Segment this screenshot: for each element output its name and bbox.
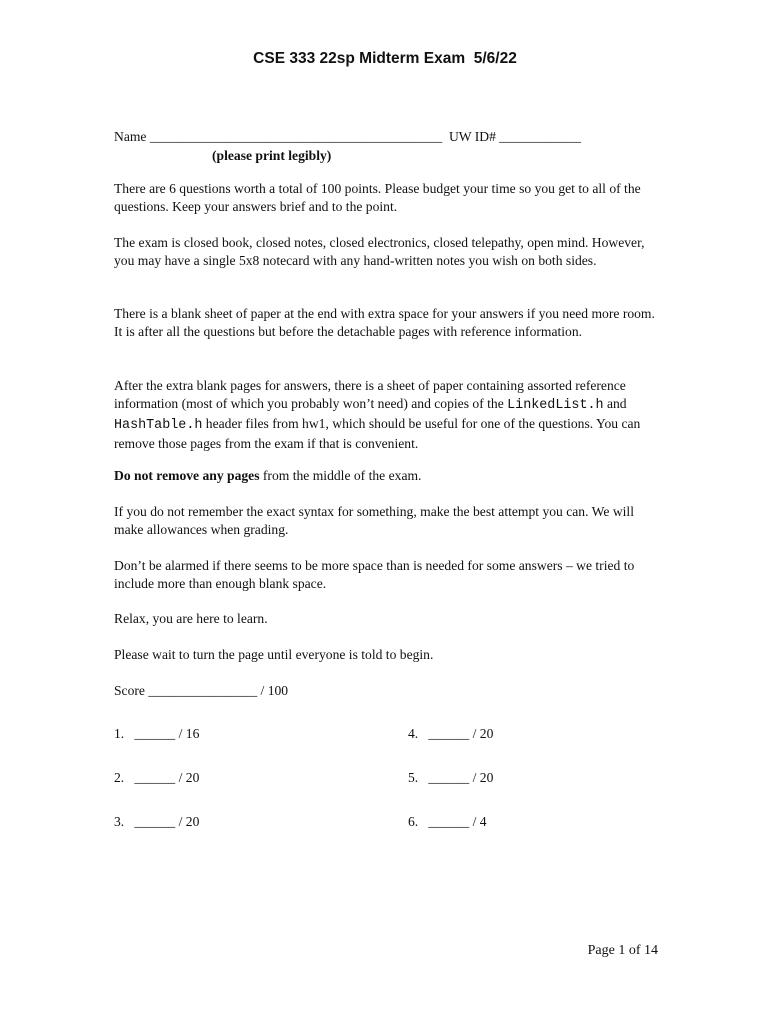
question-score-row	[114, 813, 199, 831]
question-score-field[interactable]: ______	[134, 814, 176, 829]
question-max-points: / 4	[472, 814, 487, 829]
question-number: 5.	[408, 770, 419, 785]
instructions-paragraph-7: Don’t be alarmed if there seems to be more space than is needed for some answers – we tried to include more than enough blank space.	[114, 558, 635, 591]
question-score-field[interactable]: ______	[428, 770, 470, 785]
question-number: 3.	[114, 814, 125, 829]
score-total: / 100	[260, 683, 289, 698]
question-score-field[interactable]: ______	[428, 814, 470, 829]
question-score-row	[114, 769, 199, 787]
name-line	[114, 128, 581, 146]
question-score-row	[408, 769, 493, 787]
question-score-field[interactable]: ______	[134, 770, 176, 785]
instructions-paragraph-2: The exam is closed book, closed notes, closed electronics, closed telepathy, open mind. However, you may have a single 5x8 notecard with any hand-written notes you wish on both sides.	[114, 235, 645, 268]
uwid-label: UW ID#	[448, 129, 496, 144]
name-field[interactable]: ___________________________________________	[149, 129, 443, 144]
score-field[interactable]: ________________	[148, 683, 258, 698]
question-max-points: / 20	[178, 770, 200, 785]
question-max-points: / 16	[178, 726, 200, 741]
question-score-field[interactable]: ______	[134, 726, 176, 741]
question-number: 6.	[408, 814, 419, 829]
question-max-points: / 20	[472, 770, 494, 785]
question-score-row	[408, 813, 487, 831]
exam-title: CSE 333 22sp Midterm Exam 5/6/22	[253, 50, 517, 67]
page-number: Page 1 of 14	[587, 943, 658, 958]
question-max-points: / 20	[472, 726, 494, 741]
question-number: 1.	[114, 726, 125, 741]
instructions-paragraph-1: There are 6 questions worth a total of 100 points. Please budget your time so you get to all of the questions. Keep your answers brief and to the point.	[114, 181, 641, 214]
name-label: Name	[114, 129, 147, 144]
score-line	[114, 682, 288, 700]
instructions-paragraph-9: Please wait to turn the page until everyone is told to begin.	[114, 647, 434, 662]
print-legibly-note: (please print legibly)	[212, 148, 332, 163]
question-number: 2.	[114, 770, 125, 785]
score-label: Score	[114, 683, 145, 698]
hashtable-header-code: HashTable.h	[114, 418, 203, 433]
p4-text-b: and	[603, 396, 627, 411]
do-not-remove-emphasis: Do not remove any pages	[114, 468, 260, 483]
uwid-field[interactable]: ____________	[499, 129, 581, 144]
p5-rest: from the middle of the exam.	[259, 468, 422, 483]
question-max-points: / 20	[178, 814, 200, 829]
question-number: 4.	[408, 726, 419, 741]
question-score-row	[408, 725, 493, 743]
question-score-field[interactable]: ______	[428, 726, 470, 741]
instructions-paragraph-5	[114, 467, 659, 485]
linkedlist-header-code: LinkedList.h	[507, 398, 604, 413]
p4-text-a: After the extra blank pages for answers, there is a sheet of paper containing assorted reference information (most of which you probably won’t need) and copies of the	[114, 378, 626, 411]
question-score-row	[114, 725, 199, 743]
instructions-paragraph-3: There is a blank sheet of paper at the end with extra space for your answers if you need more room. It is after all the questions but before the detachable pages with reference information.	[114, 306, 655, 339]
instructions-paragraph-8: Relax, you are here to learn.	[114, 611, 268, 626]
p4-text-c: header files from hw1, which should be useful for one of the questions. You can remove those pages from the exam if that is convenient.	[114, 416, 641, 451]
instructions-paragraph-4	[114, 377, 659, 453]
instructions-paragraph-6: If you do not remember the exact syntax for something, make the best attempt you can. We will make allowances when grading.	[114, 504, 634, 537]
